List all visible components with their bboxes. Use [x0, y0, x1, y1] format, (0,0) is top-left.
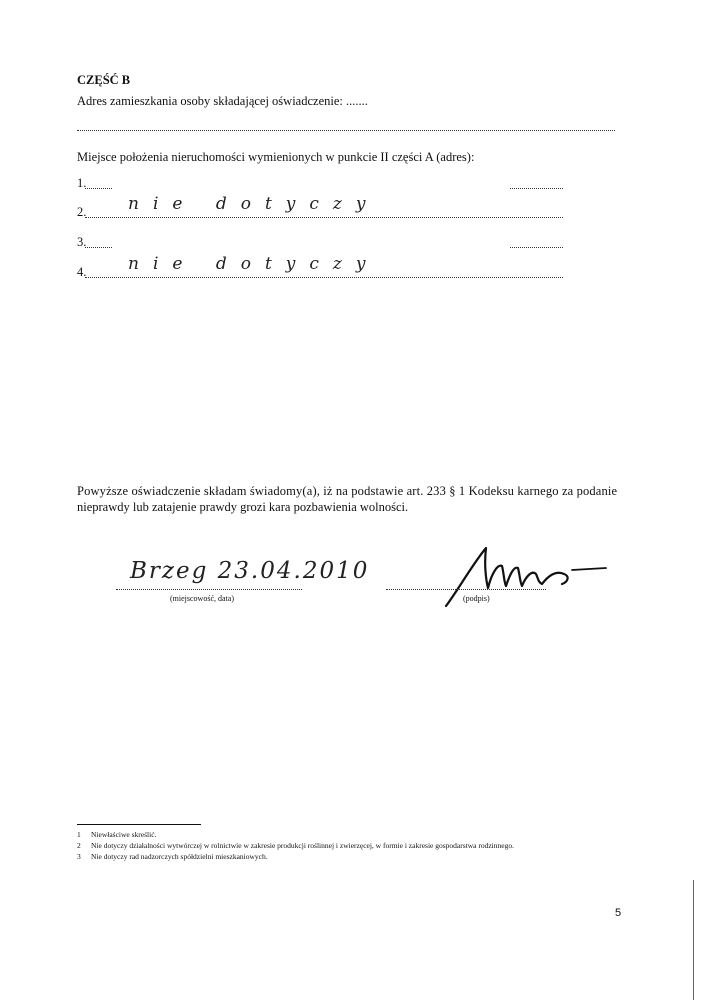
item-2-dotted-line	[85, 217, 563, 218]
item-number-4: 4.	[77, 265, 87, 279]
item-1-dotted-right	[510, 188, 563, 189]
place-date-caption: (miejscowość, data)	[170, 594, 234, 603]
footnote-separator	[77, 824, 201, 825]
item-4-handwriting: nie dotyczy	[128, 254, 380, 274]
address-label: Adres zamieszkania osoby składającej oświadczenie: .......	[77, 94, 368, 108]
property-location-label: Miejsce położenia nieruchomości wymienionych w punkcie II części A (adres):	[77, 150, 475, 164]
item-number-2: 2.	[77, 205, 87, 219]
footnote-2: 2 Nie dotyczy działalności wytwórczej w rolnictwie w zakresie produkcji roślinnej i zwierzęcej, w formie i zakresie gospodarstwa rodzinnego.	[77, 841, 514, 850]
item-3-dotted-left	[85, 247, 112, 248]
part-b-heading: CZĘŚĆ B	[77, 73, 131, 87]
footnote-3: 3 Nie dotyczy rad nadzorczych spółdzielni mieszkaniowych.	[77, 852, 268, 861]
declaration-line-2: nieprawdy lub zatajenie prawdy grozi kara pozbawienia wolności.	[77, 500, 409, 514]
signature-caption: (podpis)	[463, 594, 490, 603]
item-2-handwriting: nie dotyczy	[128, 194, 380, 214]
address-dotted-line	[77, 130, 615, 131]
place-date-dotted-line	[116, 589, 302, 590]
page-number: 5	[615, 907, 622, 919]
item-number-3: 3.	[77, 235, 87, 249]
item-3-dotted-right	[510, 247, 563, 248]
scan-edge-line	[693, 880, 694, 1000]
declaration-line-1: Powyższe oświadczenie składam świadomy(a), iż na podstawie art. 233 § 1 Kodeksu karnego za podanie	[77, 484, 618, 498]
item-4-dotted-line	[85, 277, 563, 278]
signature-dotted-line	[386, 589, 546, 590]
item-number-1: 1.	[77, 176, 87, 190]
place-date-handwriting: Brzeg 23.04.2010	[130, 558, 370, 584]
footnote-1: 1 Niewłaściwe skreślić.	[77, 830, 157, 839]
item-1-dotted-left	[85, 188, 112, 189]
